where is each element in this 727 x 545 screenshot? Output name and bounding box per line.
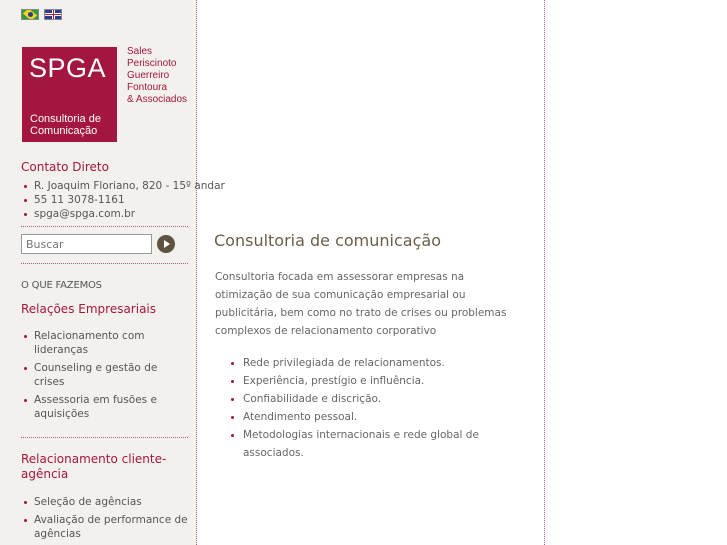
logo-name: & Associados [127, 94, 188, 105]
divider [21, 437, 188, 438]
list-item: Atendimento pessoal. [229, 408, 509, 426]
list-item: Confiabilidade e discrição. [229, 390, 509, 408]
list-item[interactable]: Avaliação de performance de agências [21, 513, 191, 541]
group-heading-cliente-agencia[interactable]: Relacionamento cliente-agência [21, 452, 167, 481]
list-item[interactable]: Relacionamento com lideranças [21, 329, 191, 357]
contact-list [21, 179, 225, 221]
page-title: Consultoria de comunicação [214, 231, 441, 250]
list-item[interactable]: Counseling e gestão de crises [21, 361, 191, 389]
list-item[interactable]: Assessoria em fusões e aquisições [21, 393, 191, 421]
logo[interactable] [22, 47, 117, 142]
search-input[interactable] [21, 234, 152, 254]
language-switcher [21, 9, 62, 20]
list-item[interactable]: Seleção de agências [21, 495, 191, 509]
list-item: Rede privilegiada de relacionamentos. [229, 354, 509, 372]
divider [21, 226, 188, 227]
page-description: Consultoria focada em assessorar empresas na otimização de sua comunicação empresarial ou publicitária, bem como no trato de crises ou problemas complexos de relacionamento corporativo [215, 271, 507, 337]
logo-partner-names [127, 46, 187, 106]
list-item: Experiência, prestígio e influência. [229, 372, 509, 390]
feature-list [229, 354, 509, 462]
flag-uk-icon[interactable] [44, 9, 62, 20]
section-label: O QUE FAZEMOS [21, 280, 102, 291]
search-button[interactable] [157, 235, 175, 253]
logo-name: Sales [127, 46, 153, 57]
logo-subtitle-line1: Consultoria de [30, 113, 101, 125]
flag-brazil-icon[interactable] [21, 9, 39, 20]
logo-name: Guerreiro [127, 70, 170, 81]
group-heading-relacoes[interactable]: Relações Empresariais [21, 302, 157, 316]
contact-heading: Contato Direto [21, 160, 109, 174]
list-item: Metodologias internacionais e rede global de associados. [229, 426, 509, 462]
group-list-cliente-agencia [21, 495, 191, 541]
logo-subtitle [30, 113, 101, 137]
logo-name: Periscinoto [127, 58, 177, 69]
contact-email[interactable]: spga@spga.com.br [21, 207, 191, 221]
contact-phone: 55 11 3078-1161 [21, 193, 191, 207]
divider [21, 263, 188, 264]
group-list-relacoes [21, 329, 191, 421]
logo-subtitle-line2: Comunicação [30, 125, 98, 137]
contact-address: R. Joaquim Floriano, 820 - 15º andar [21, 179, 191, 193]
column-divider [544, 0, 545, 545]
logo-acronym: SPGA [29, 53, 107, 83]
logo-name: Fontoura [127, 82, 168, 93]
